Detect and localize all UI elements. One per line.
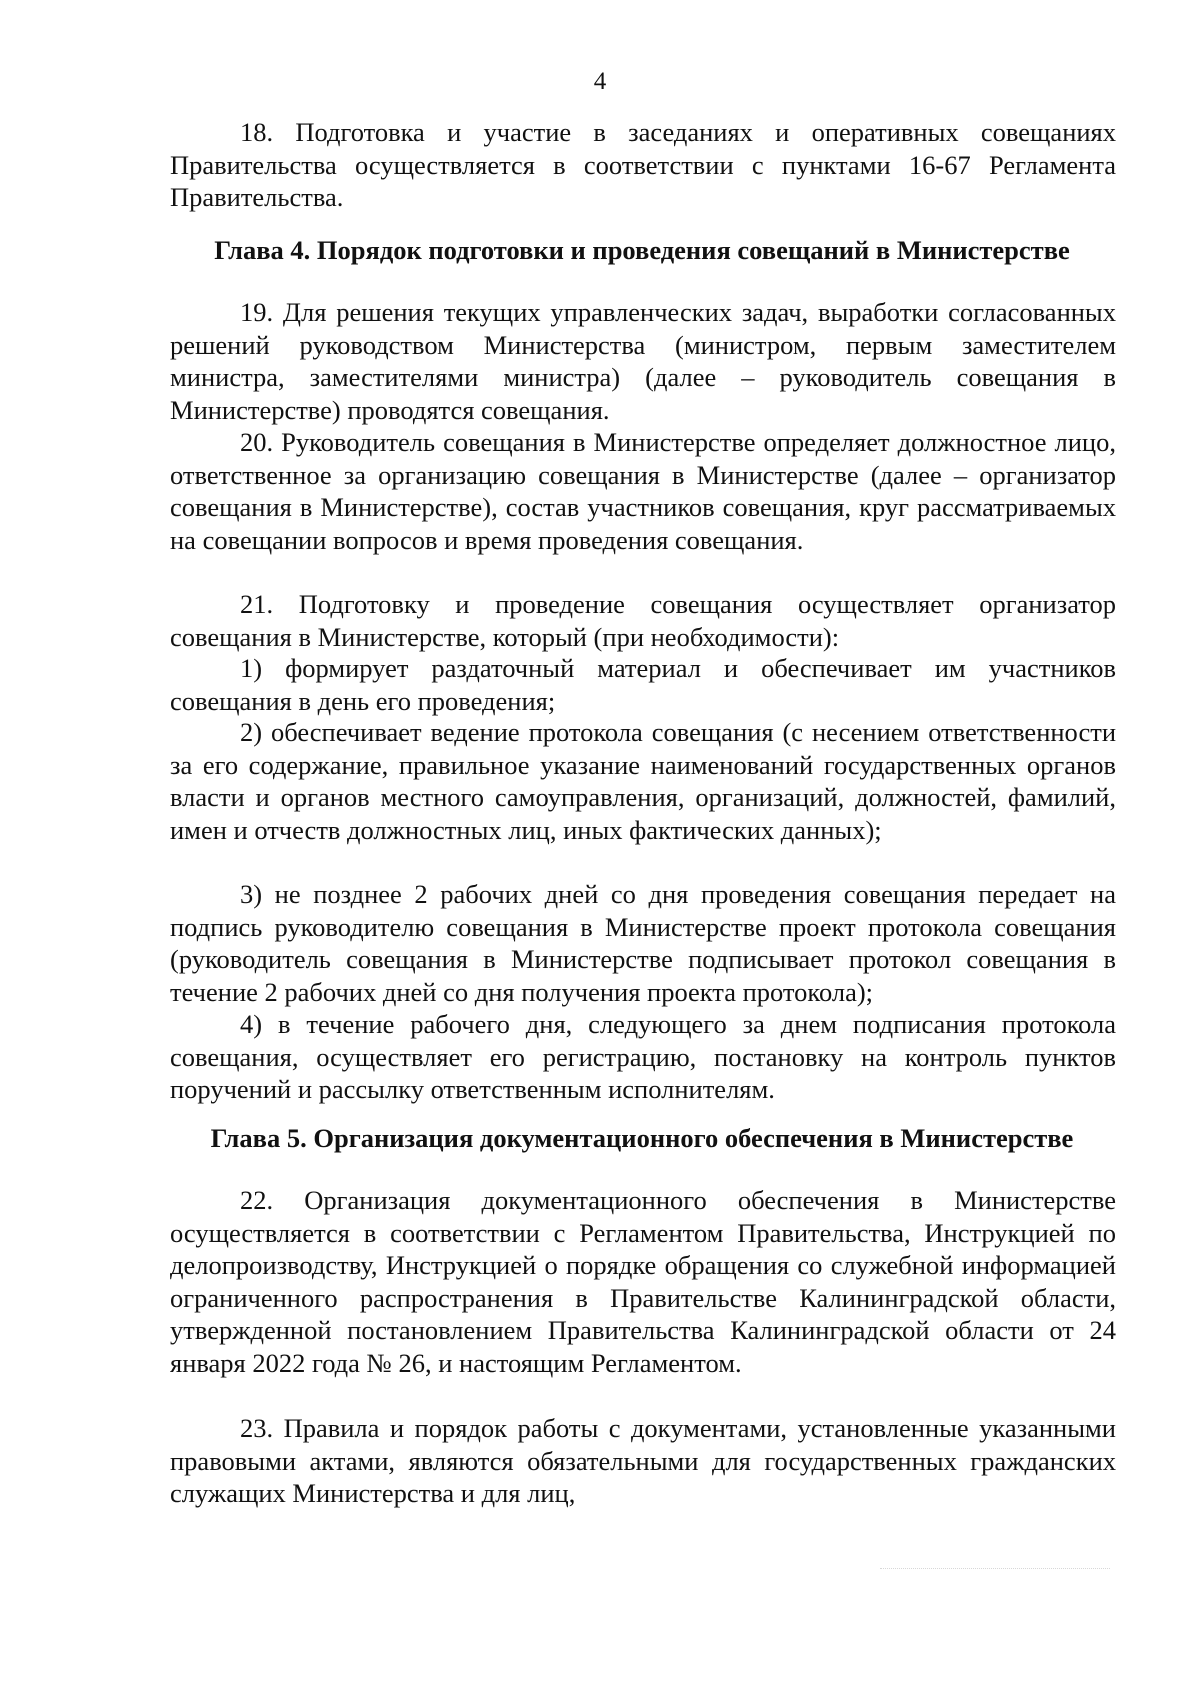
paragraph-21-item-2: 2) обеспечивает ведение протокола совещания (с несением ответственности за его содержание, правильное указание наименований государственных органов власти и органов местного самоуправления, организаций, должностей, фамилий, имен и отчеств должностных лиц, иных фактических данных); [170, 717, 1116, 845]
paragraph-21-item-3: 3) не позднее 2 рабочих дней со дня проведения совещания передает на подпись руководителю совещания в Министерстве проект протокола совещания (руководитель совещания в Министерстве подписывает протокол совещания в течение 2 рабочих дней со дня получения проекта протокола); [170, 879, 1116, 1007]
paragraph-23: 23. Правила и порядок работы с документами, установленные указанными правовыми актами, являются обязательными для государственных гражданских служащих Министерства и для лиц, [170, 1413, 1116, 1508]
paragraph-22: 22. Организация документационного обеспечения в Министерстве осуществляется в соответствии с Регламентом Правительства, Инструкцией по делопроизводству, Инструкцией о порядке обращения со служебной информацией ограниченного распространения в Правительстве Калининградской области, утвержденной постановлением Правительства Калининградской области от 24 января 2022 года № 26, и настоящим Регламентом. [170, 1185, 1116, 1378]
paragraph-21-item-4: 4) в течение рабочего дня, следующего за днем подписания протокола совещания, осуществляет его регистрацию, постановку на контроль пунктов поручений и рассылку ответственным исполнителям. [170, 1009, 1116, 1104]
paragraph-21: 21. Подготовку и проведение совещания осуществляет организатор совещания в Министерстве, который (при необходимости): [170, 589, 1116, 652]
paragraph-21-item-1: 1) формирует раздаточный материал и обеспечивает им участников совещания в день его проведения; [170, 653, 1116, 716]
paragraph-20: 20. Руководитель совещания в Министерстве определяет должностное лицо, ответственное за организацию совещания в Министерстве (далее – организатор совещания в Министерстве), состав участников совещания, круг рассматриваемых на совещании вопросов и время проведения совещания. [170, 427, 1116, 555]
scan-artifact [880, 1568, 1110, 1575]
chapter-5-heading: Глава 5. Организация документационного обеспечения в Министерстве [210, 1123, 1074, 1153]
paragraph-18: 18. Подготовка и участие в заседаниях и оперативных совещаниях Правительства осуществляется в соответствии с пунктами 16-67 Регламента Правительства. [170, 117, 1116, 212]
chapter-4-heading: Глава 4. Порядок подготовки и проведения совещаний в Министерстве [214, 235, 1070, 265]
paragraph-19: 19. Для решения текущих управленческих задач, выработки согласованных решений руководством Министерства (министром, первым заместителем министра, заместителями министра) (далее – руководитель совещания в Министерстве) проводятся совещания. [170, 297, 1116, 425]
page-number: 4 [593, 68, 607, 95]
